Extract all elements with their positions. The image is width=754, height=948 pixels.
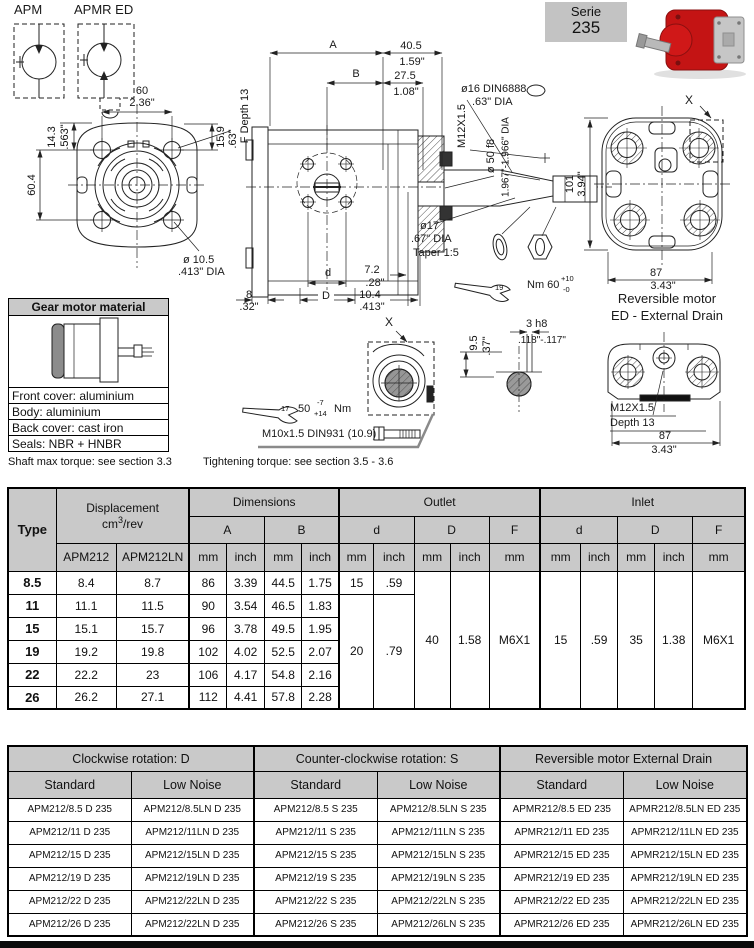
dim-7-2-inch: .28" <box>365 277 385 289</box>
shaft-dia: ø17 <box>420 220 439 232</box>
bolt-torque-tol-dn: +14 <box>314 409 327 418</box>
header-cell <box>56 488 189 543</box>
dim-B: B <box>352 68 360 80</box>
header-cell: APM212LN <box>116 543 189 571</box>
ed-dim-87: 87 <box>658 430 672 442</box>
cell: APMR212/11 ED 235 <box>500 821 623 844</box>
cell: 15.1 <box>56 617 116 640</box>
page-bottom-bar <box>0 941 754 948</box>
cell: APM212/11 D 235 <box>8 821 131 844</box>
cell: 40 <box>414 571 450 709</box>
dim-hole-inch: .413" DIA <box>178 266 225 278</box>
f-depth-label: F Depth 13 <box>239 88 251 144</box>
cell: 102 <box>189 640 226 663</box>
dim-14-3: 14.3 <box>46 126 58 148</box>
dim-8: 8 <box>245 289 253 301</box>
cell: 49.5 <box>265 617 302 640</box>
dim-40-5-inch: 1.59" <box>399 56 425 68</box>
wrench-19-size: 19 <box>495 283 504 292</box>
ordering-table <box>7 745 748 937</box>
header-cell: A <box>189 516 264 543</box>
reversible-caption-1: Reversible motor <box>617 291 717 306</box>
cell: 23 <box>116 663 189 686</box>
material-row: Body: aluminium <box>9 403 168 419</box>
cell: APM212/15LN D 235 <box>131 844 254 867</box>
dim-10-4: 10.4 <box>359 289 381 301</box>
cell: APM212/8.5LN D 235 <box>131 798 254 821</box>
cell: APMR212/8.5 ED 235 <box>500 798 623 821</box>
cell: 44.5 <box>265 571 302 594</box>
cell: APMR212/26LN ED 235 <box>623 913 747 936</box>
cell: 2.07 <box>302 640 339 663</box>
thread-m12-label: M12X1.5 <box>456 103 468 149</box>
header-cell: Low Noise <box>131 771 254 798</box>
key-height: 9.5 <box>468 335 480 351</box>
displacement-unit: $cm^3$/rev <box>102 514 144 531</box>
cell: 20 <box>339 594 374 709</box>
cell: APM212/26 S 235 <box>254 913 377 936</box>
cell: APMR212/22LN ED 235 <box>623 890 747 913</box>
serie-badge <box>545 2 627 42</box>
taper-label: Taper 1:5 <box>413 247 459 259</box>
serie-label: Serie <box>570 4 602 19</box>
cell: APM212/19 D 235 <box>8 867 131 890</box>
dim-8-inch: .32" <box>239 301 259 313</box>
cell: M6X1 <box>489 571 540 709</box>
header-cell: Low Noise <box>623 771 747 798</box>
header-cell: inch <box>302 543 339 571</box>
ed-thread: M12X1.5 <box>610 402 655 414</box>
header-cell: mm <box>540 543 580 571</box>
dim-d: d <box>324 267 332 279</box>
dim-7-2: 7.2 <box>364 264 380 276</box>
cell: APMR212/8.5LN ED 235 <box>623 798 747 821</box>
header-cell: mm <box>489 543 540 571</box>
dim-60-inch: 2.36" <box>129 97 155 109</box>
cell: 19.8 <box>116 640 189 663</box>
header-cell: Standard <box>254 771 377 798</box>
header-cell: d <box>339 516 414 543</box>
cell: APM212/19LN S 235 <box>377 867 500 890</box>
cell: APM212/15 S 235 <box>254 844 377 867</box>
bolt-spec: M10x1.5 DIN931 (10.9) <box>262 428 377 440</box>
cell: 19 <box>8 640 56 663</box>
header-cell: B <box>265 516 339 543</box>
cell: APMR212/19 ED 235 <box>500 867 623 890</box>
key-callout-inch: .63" DIA <box>472 96 513 108</box>
cell: 22 <box>8 663 56 686</box>
header-cell: mm <box>693 543 745 571</box>
header-cell: Inlet <box>540 488 745 516</box>
cell: 3.78 <box>227 617 265 640</box>
header-cell: inch <box>227 543 265 571</box>
header-cell: F <box>693 516 745 543</box>
cell: APMR212/19LN ED 235 <box>623 867 747 890</box>
cell: M6X1 <box>693 571 745 709</box>
header-cell: F <box>489 516 540 543</box>
cell: 1.58 <box>450 571 489 709</box>
key-callout: ø16 DIN6888 <box>461 83 527 95</box>
cell: APM212/22 D 235 <box>8 890 131 913</box>
header-cell: Dimensions <box>189 488 338 516</box>
cell: APMR212/11LN ED 235 <box>623 821 747 844</box>
dim-15-9: 15.9 <box>215 126 227 148</box>
dim-60: 60 <box>135 85 149 97</box>
cell: 54.8 <box>265 663 302 686</box>
cell: APM212/19 S 235 <box>254 867 377 890</box>
header-cell: D <box>414 516 489 543</box>
header-cell: Standard <box>500 771 623 798</box>
apmr-symbol-label: APMR ED <box>74 2 134 17</box>
cell: APM212/26LN S 235 <box>377 913 500 936</box>
cell: APM212/11LN S 235 <box>377 821 500 844</box>
header-cell: mm <box>414 543 450 571</box>
apm-symbol-label: APM <box>14 2 43 17</box>
header-cell: Counter-clockwise rotation: S <box>254 746 500 771</box>
ed-dim-87-inch: 3.43" <box>651 444 677 456</box>
cell: .59 <box>580 571 617 709</box>
cell: 26 <box>8 686 56 709</box>
cell: APM212/26 D 235 <box>8 913 131 936</box>
header-cell: Reversible motor External Drain <box>500 746 747 771</box>
cell: 1.83 <box>302 594 339 617</box>
material-row: Front cover: aluminium <box>9 387 168 403</box>
material-box-title: Gear motor material <box>9 299 168 316</box>
cell: 2.28 <box>302 686 339 709</box>
dim-10-4-inch: .413" <box>359 301 385 313</box>
cell: 8.7 <box>116 571 189 594</box>
dim-14-3-inch: .563" <box>59 124 71 150</box>
header-cell: mm <box>618 543 655 571</box>
cell: APM212/8.5LN S 235 <box>377 798 500 821</box>
cell: 106 <box>189 663 226 686</box>
dim-101-inch: 3.94" <box>576 171 588 197</box>
dim-40-5: 40.5 <box>400 40 422 52</box>
cell: APM212/22 S 235 <box>254 890 377 913</box>
cell: 52.5 <box>265 640 302 663</box>
motor-glyph-area <box>9 316 168 387</box>
dim-27-5-inch: 1.08" <box>393 86 419 98</box>
cell: 3.39 <box>227 571 265 594</box>
dim-87-rear: 87 <box>650 267 663 279</box>
cell: 11 <box>8 594 56 617</box>
cell: .79 <box>374 594 414 709</box>
pilot-dia-label: ø 50 f8 <box>485 138 497 174</box>
cell: APMR212/15LN ED 235 <box>623 844 747 867</box>
cell: 15 <box>339 571 374 594</box>
cell: 90 <box>189 594 226 617</box>
header-cell: inch <box>450 543 489 571</box>
cell: APM212/22LN D 235 <box>131 890 254 913</box>
cell: APMR212/15 ED 235 <box>500 844 623 867</box>
cell: 46.5 <box>265 594 302 617</box>
cell: APM212/11 S 235 <box>254 821 377 844</box>
cell: APM212/8.5 S 235 <box>254 798 377 821</box>
cell: 2.16 <box>302 663 339 686</box>
dim-D: D <box>318 290 334 302</box>
dim-87-rear-inch: 3.43" <box>650 280 676 292</box>
cell: 4.17 <box>227 663 265 686</box>
nut-torque-tol-up: +10 <box>561 274 574 283</box>
header-cell: Clockwise rotation: D <box>8 746 254 771</box>
header-cell: Outlet <box>339 488 541 516</box>
reversible-caption-2: ED - External Drain <box>611 308 723 323</box>
cell: 35 <box>618 571 655 709</box>
cell: 22.2 <box>56 663 116 686</box>
cell: 15 <box>8 617 56 640</box>
cell: 8.5 <box>8 571 56 594</box>
header-cell: mm <box>265 543 302 571</box>
dim-60-4: 60.4 <box>26 174 38 196</box>
cell: 86 <box>189 571 226 594</box>
ed-depth: Depth 13 <box>610 417 655 429</box>
detail-x-ref: X <box>385 315 394 329</box>
dim-101: 101 <box>564 174 576 194</box>
cell: APM212/15 D 235 <box>8 844 131 867</box>
header-cell: mm <box>189 543 226 571</box>
header-cell: Type <box>8 488 56 571</box>
cell: 112 <box>189 686 226 709</box>
cell: 1.95 <box>302 617 339 640</box>
cell: 15 <box>540 571 580 709</box>
material-row: Back cover: cast iron <box>9 419 168 435</box>
dim-A: A <box>329 39 337 51</box>
cell: 4.41 <box>227 686 265 709</box>
key-width-inch: .118"-.117" <box>518 335 566 346</box>
tightening-torque-note: Tightening torque: see section 3.5 - 3.6 <box>203 456 394 468</box>
cell: 1.75 <box>302 571 339 594</box>
cell: APM212/22LN D 235 <box>131 913 254 936</box>
key-height-inch: .37" <box>481 336 493 356</box>
detail-x-ref-rear: X <box>685 93 694 107</box>
cell: 11.5 <box>116 594 189 617</box>
bolt-torque-unit: Nm <box>334 403 352 415</box>
header-cell: inch <box>655 543 693 571</box>
cell: 8.4 <box>56 571 116 594</box>
bolt-torque-tol-up: -7 <box>317 398 324 407</box>
cell: 11.1 <box>56 594 116 617</box>
header-cell: APM212 <box>56 543 116 571</box>
material-box <box>8 298 169 452</box>
nut-torque: Nm 60 <box>527 279 560 291</box>
dim-hole: ø 10.5 <box>183 254 215 266</box>
header-cell: D <box>618 516 693 543</box>
cell: APM212/8.5 D 235 <box>8 798 131 821</box>
header-cell: d <box>540 516 617 543</box>
header-cell: inch <box>580 543 617 571</box>
shaft-torque-note: Shaft max torque: see section 3.3 <box>8 456 172 468</box>
cell: 96 <box>189 617 226 640</box>
product-photo <box>636 10 746 79</box>
cell: 1.38 <box>655 571 693 709</box>
cell: 27.1 <box>116 686 189 709</box>
header-cell: Low Noise <box>377 771 500 798</box>
cell: APM212/22LN S 235 <box>377 890 500 913</box>
cell: APM212/15LN S 235 <box>377 844 500 867</box>
cell: APMR212/22 ED 235 <box>500 890 623 913</box>
bolt-torque: 50 <box>298 403 311 415</box>
cell: 26.2 <box>56 686 116 709</box>
material-row: Seals: NBR + HNBR <box>9 435 168 451</box>
wrench-17-size: 17 <box>281 404 290 413</box>
header-cell: Standard <box>8 771 131 798</box>
displacement-label: Displacement <box>86 500 159 515</box>
shaft-dia-inch: .67" DIA <box>411 233 452 245</box>
cell: APMR212/26 ED 235 <box>500 913 623 936</box>
dim-27-5: 27.5 <box>394 70 416 82</box>
serie-number: 235 <box>571 18 601 37</box>
header-cell: mm <box>339 543 374 571</box>
dimensions-table <box>7 487 746 710</box>
cell: 19.2 <box>56 640 116 663</box>
cell: 4.02 <box>227 640 265 663</box>
dim-15-9-inch: .63" <box>227 129 239 149</box>
cell: APM212/19LN D 235 <box>131 867 254 890</box>
cell: 3.54 <box>227 594 265 617</box>
cell: 57.8 <box>265 686 302 709</box>
cell: .59 <box>374 571 414 594</box>
header-cell: inch <box>374 543 414 571</box>
cell: APM212/11LN D 235 <box>131 821 254 844</box>
key-width: 3 h8 <box>526 318 548 330</box>
cell: 15.7 <box>116 617 189 640</box>
nut-torque-tol-dn: -0 <box>563 285 570 294</box>
pilot-dia-inch: 1.967"-1.966" DIA <box>500 117 512 197</box>
